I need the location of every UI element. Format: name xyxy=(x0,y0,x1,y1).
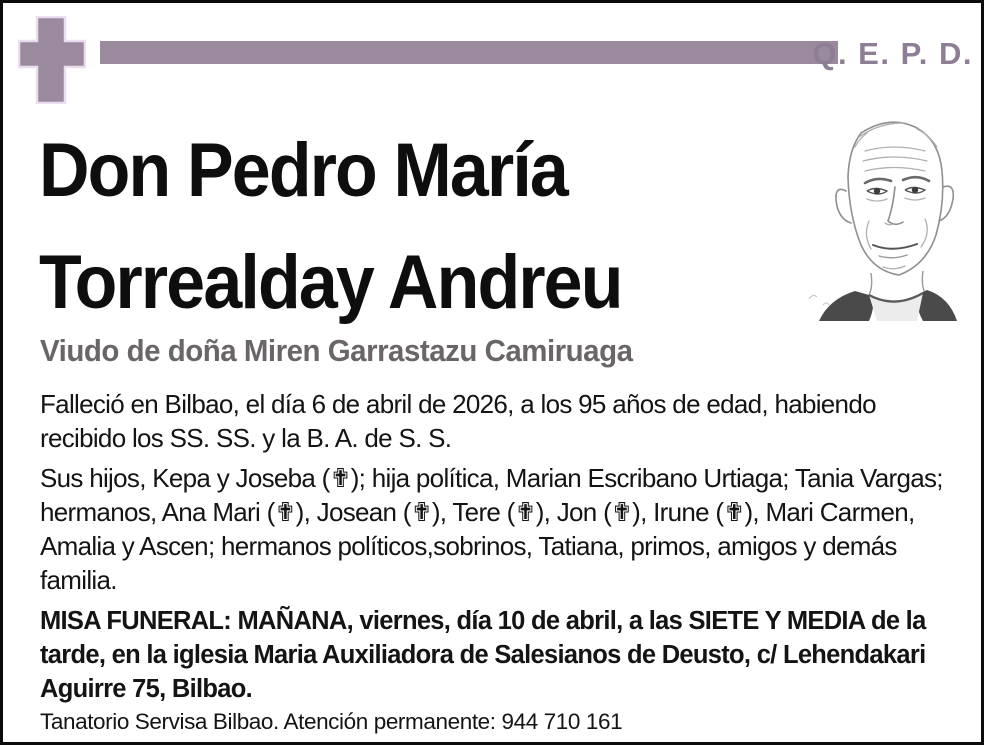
header-rule xyxy=(100,41,838,64)
qepd-label: Q. E. P. D. xyxy=(812,36,973,71)
portrait-sketch-image xyxy=(799,103,977,321)
deceased-name-line1: Don Pedro María xyxy=(39,128,567,213)
funeral-home-info: Tanatorio Servisa Bilbao. Atención permanente: 944 710 161 xyxy=(40,709,623,734)
funeral-announcement: MISA FUNERAL: MAÑANA, viernes, día 10 de abril, a las SIETE Y MEDIA de la tarde, en la iglesia Maria Auxiliadora de Salesianos de Deusto, c/ Lehendakari Aguirre 75, Bilbao. xyxy=(40,607,926,703)
portrait-photo xyxy=(799,103,977,321)
family-list: Sus hijos, Kepa y Joseba (✟); hija política, Marian Escribano Urtiaga; Tania Vargas; hermanos, Ana Mari (✟), Josean (✟), Tere (✟), Jon (✟), Irune (✟), Mari Carmen, Amalia y Ascen; hermanos políticos,sobrinos, Tatiana, primos, amigos y demás familia. xyxy=(40,463,943,595)
death-notice: Falleció en Bilbao, el día 6 de abril de 2026, a los 95 años de edad, habiendo recibido los SS. SS. y la B. A. de S. S. xyxy=(40,389,876,453)
deceased-name-line2: Torrealday Andreu xyxy=(39,240,622,325)
relation-line: Viudo de doña Miren Garrastazu Camiruaga xyxy=(40,333,633,368)
latin-cross-icon xyxy=(18,16,86,104)
deceased-name xyxy=(39,115,672,339)
